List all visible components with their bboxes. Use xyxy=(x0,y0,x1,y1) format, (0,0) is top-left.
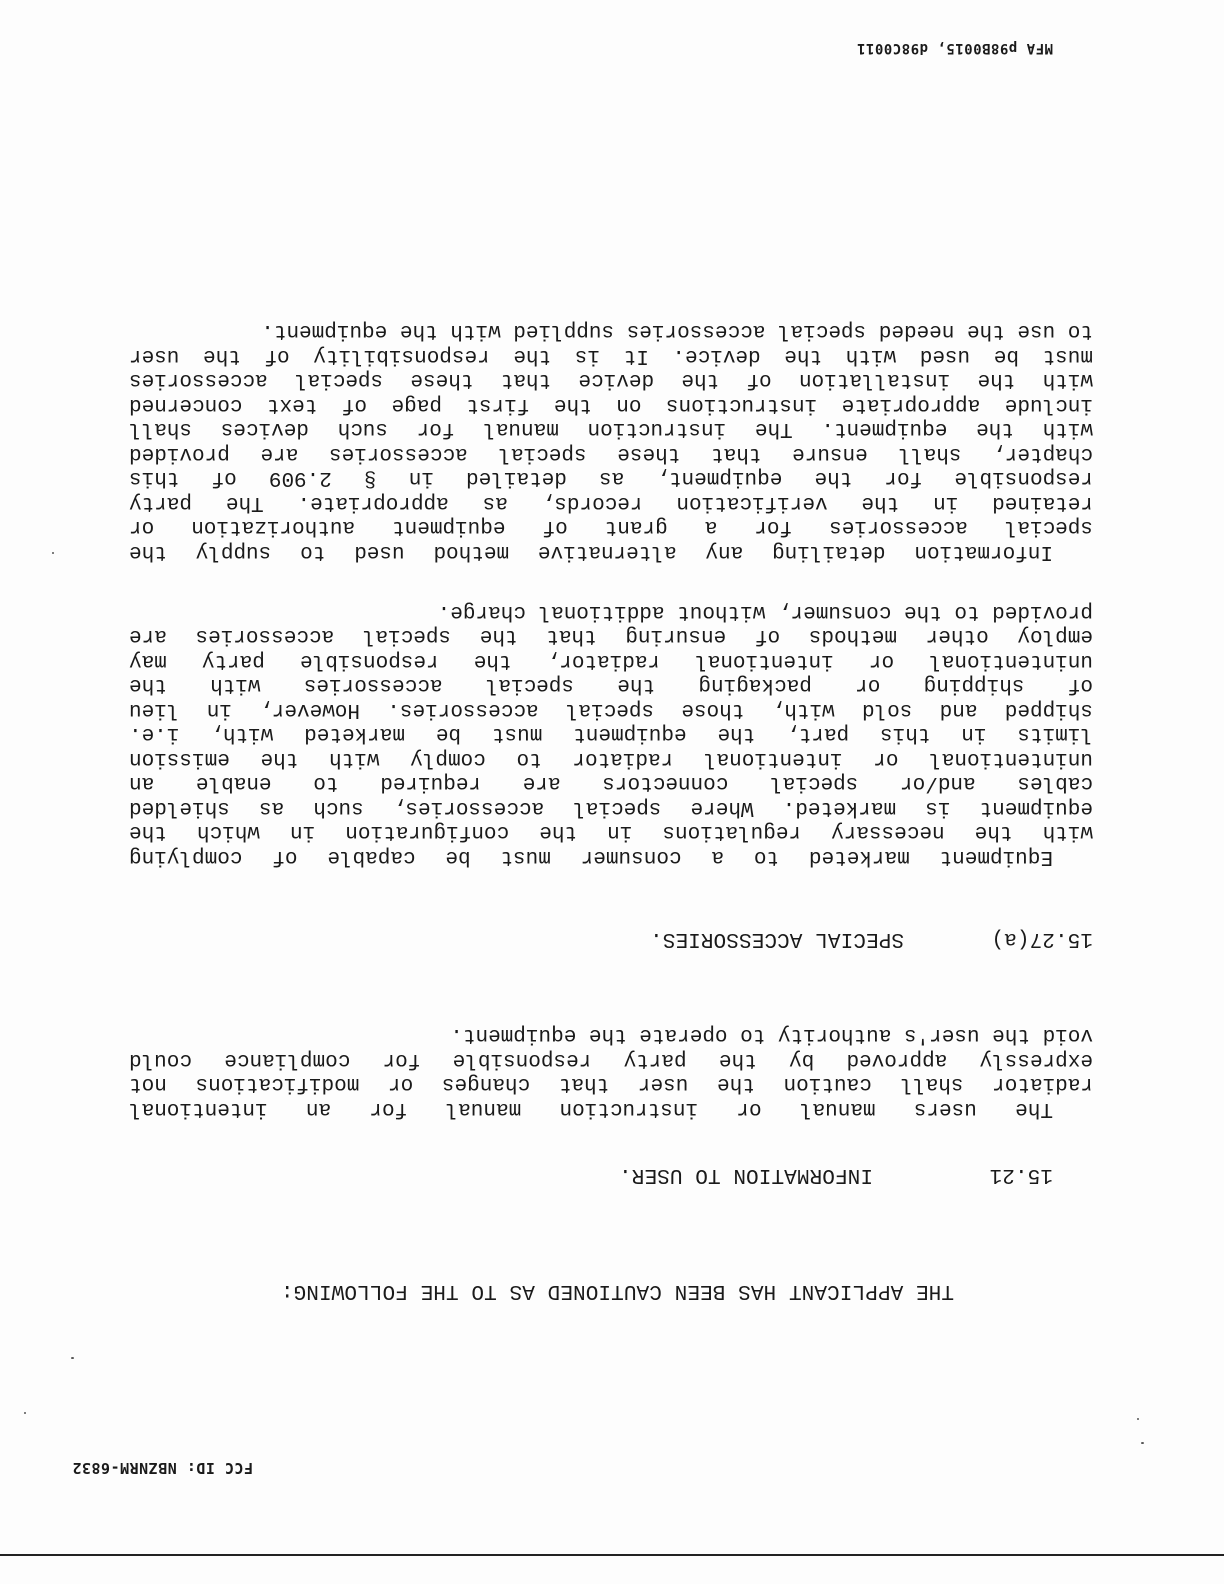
section-15-21-title: INFORMATION TO USER. xyxy=(618,1163,873,1186)
footer-reference: MFA p98B0015, d98C0011 xyxy=(856,40,1053,56)
text-line: responsible for the equipment, as detailed in § 2.909 of this xyxy=(129,466,1093,490)
fcc-id-label: FCC ID: NBZNRM-6832 xyxy=(71,1459,253,1477)
text-line: Equipment marketed to a consumer must be capable of complying xyxy=(129,845,1053,868)
text-line: limits in this part, the equipment must be marketed with, i.e. xyxy=(129,722,1093,746)
scan-speck xyxy=(52,552,54,554)
scan-speck xyxy=(1141,1442,1144,1444)
text-line: unintentional or intentional radiator, the responsible party may xyxy=(129,649,1093,672)
scan-speck xyxy=(71,1357,74,1359)
text-line: of shipping or packaging the special accessories with the xyxy=(129,673,1093,697)
text-line: provided to the consumer, without additional charge. xyxy=(437,600,1093,623)
special-accessories-paragraph-1 xyxy=(129,599,1093,869)
scan-speck xyxy=(24,1412,26,1414)
text-line: chapter, shall ensure that these special accessories are provided xyxy=(129,442,1093,465)
special-accessories-paragraph-2 xyxy=(129,318,1093,563)
section-15-27-number: 15.27(a) xyxy=(991,927,1093,950)
section-15-27-title: SPECIAL ACCESSORIES. xyxy=(649,927,904,950)
text-line: must be used with the device. It is the responsibility of the user xyxy=(129,344,1093,367)
text-line: include appropriate instructions on the first page of text concerned xyxy=(129,393,1093,416)
text-line: with the equipment. The instruction manual for such devices shall xyxy=(129,417,1093,441)
text-line: radiator shall caution the user that changes or modifications not xyxy=(129,1072,1093,1096)
text-line: expressly approved by the party responsible for compliance could xyxy=(129,1048,1093,1071)
top-rule xyxy=(0,1554,1224,1556)
text-line: employ other methods of ensuring that the special accessories are xyxy=(129,624,1093,648)
text-line: shipped and sold with, those special accessories. However, in lieu xyxy=(129,698,1093,721)
text-line: with the installation of the device that these special accessories xyxy=(129,368,1093,392)
text-line: The users manual or instruction manual for an intentional xyxy=(129,1097,1053,1120)
text-line: equipment is marketed. Where special accessories, such as shielded xyxy=(129,796,1093,819)
section-15-21-number: 15.21 xyxy=(989,1163,1053,1186)
text-line: with the necessary regulations in the configuration in which the xyxy=(129,820,1093,844)
text-line: special accessories for a grant of equipment authorization or xyxy=(129,515,1093,539)
text-line: Information detailing any alternative method used to supply the xyxy=(129,540,1053,563)
notice-title: THE APPLICANT HAS BEEN CAUTIONED AS TO THE FOLLOWING: xyxy=(280,1279,954,1302)
section-15-21-text xyxy=(129,1022,1093,1120)
text-line: void the user's authority to operate the equipment. xyxy=(450,1023,1093,1047)
text-line: to use the needed special accessories supplied with the equipment. xyxy=(261,319,1093,343)
text-line: unintentional or intentional radiator to comply with the emission xyxy=(129,747,1093,770)
text-line: cables and/or special connectors are required to enable an xyxy=(129,771,1093,795)
text-line: retained in the verification records, as appropriate. The party xyxy=(129,491,1093,514)
scan-speck xyxy=(1137,1418,1139,1420)
